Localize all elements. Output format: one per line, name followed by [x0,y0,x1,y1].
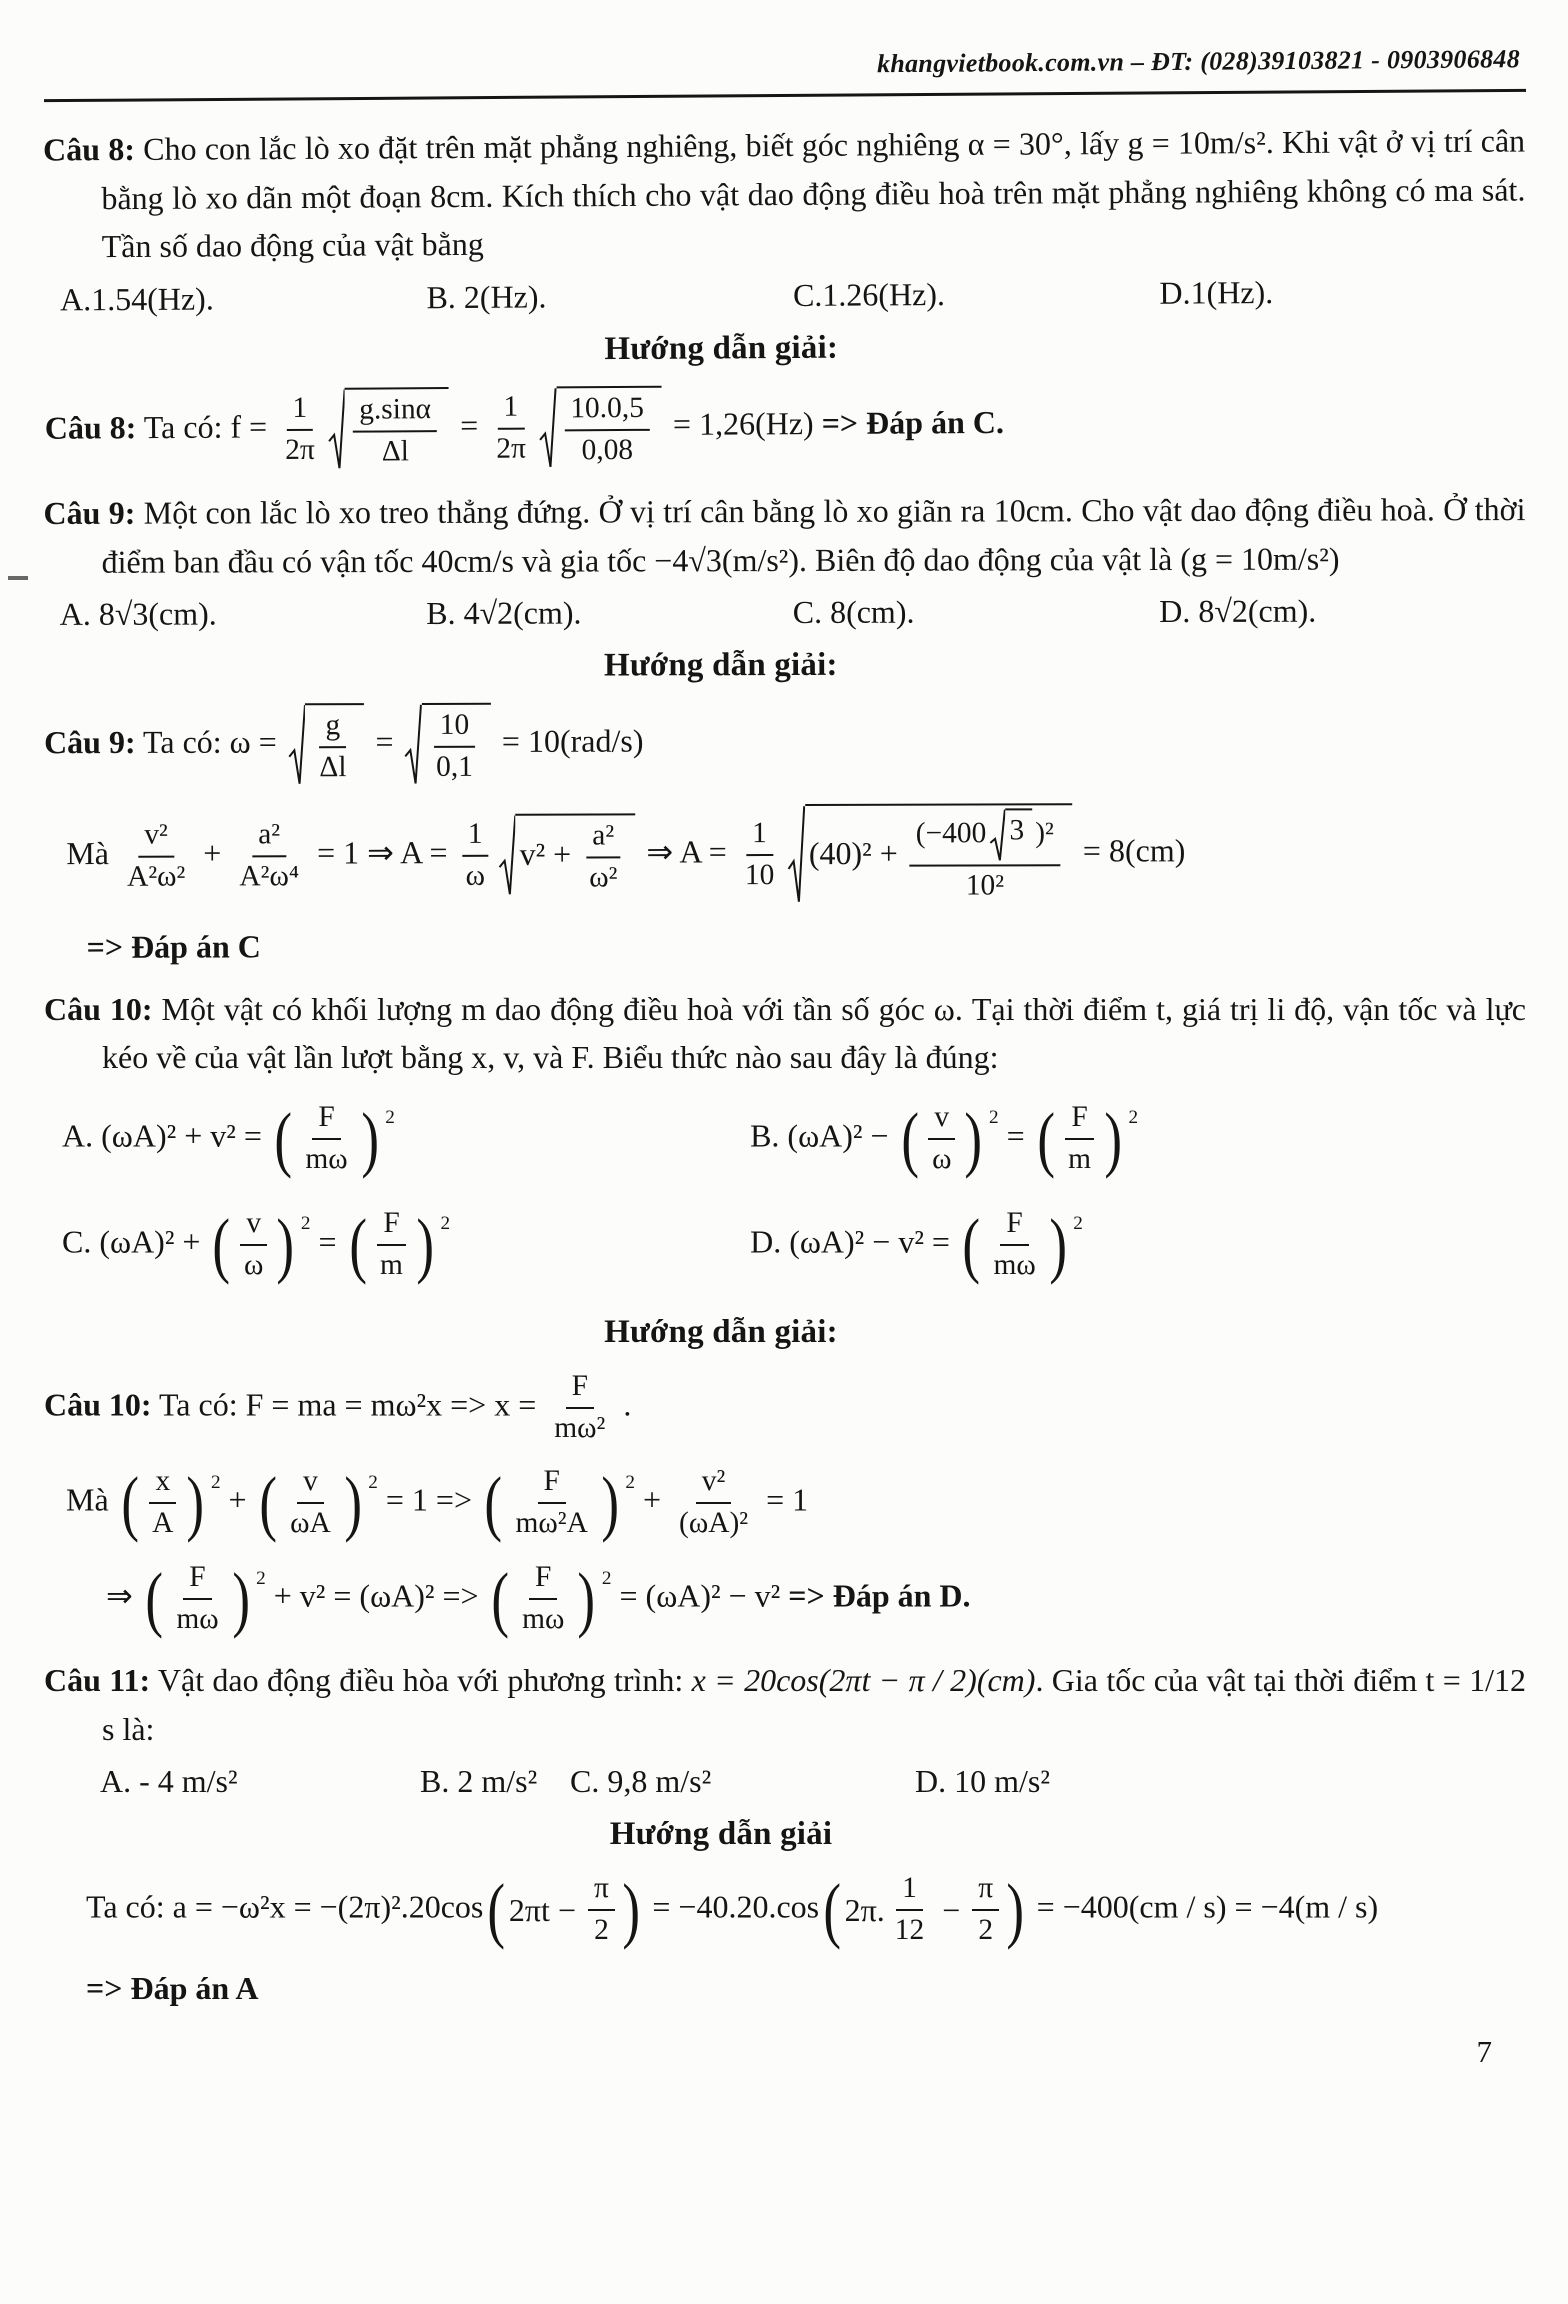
num: π [972,1871,999,1911]
msup: 2 [440,1213,451,1235]
num: F [1000,1206,1028,1246]
bigp: ( [274,1097,292,1179]
rbody: (40)² + (−400 3 )² 10² [805,803,1072,906]
q11-body-post: . Gia tốc của vật tại thời điểm t = 1/12 s là: [102,1662,1527,1747]
fbold: => Đáp án C [86,927,261,965]
den: m [1068,1142,1092,1175]
q9-guide-heading: Hướng dẫn giải: [603,646,838,684]
q10-option-a: A. (ωA)² + v² = ( $\frac{F}{m\omega}$ ) $^2$ [62,1097,395,1179]
frac [889,1871,930,1949]
q10-solution-line-3: ⇒ ( $\frac{F}{m\omega}$ ) $^2$ + v² = (ωA)² => ( $\frac{F}{m\omega}$ ) $^2$ = (ωA)² − v² => Đáp án D. [106,1557,971,1640]
sqrt-radical-icon [989,808,1005,862]
pbody [166,1560,228,1638]
bigp: ( [259,1461,277,1544]
q8-body: Cho con lắc lò xo đặt trên mặt phẳng nghiêng, biết góc nghiêng α = 30°, lấy g = 10m/s². Khi vật ở vị trí cân bằng lò xo dãn một đoạn 8cm. Kích thích cho vật dao động điều hoà trên mặt phẳng nghiêng không có ma sát. Tần số dao động của vật bằng [101,122,1526,265]
bigp: ) [361,1097,379,1179]
bigp: ) [964,1097,983,1179]
pgroup [256,1461,366,1544]
num: a² [252,817,286,857]
bigp: ) [186,1461,205,1544]
msup: 2 [256,1567,266,1589]
fbold: => Đáp án C. [821,403,1005,441]
bigp: ( [823,1868,842,1951]
q11-option-b: B. 2 m/s² [420,1763,538,1800]
frac [459,817,491,895]
pgroup [118,1461,208,1544]
q11-guide-heading: Hướng dẫn giải [609,1816,833,1853]
scan-artifact-mark [8,576,28,580]
num: 1 [746,816,773,856]
bigp: ) [416,1202,435,1285]
fbold: Câu 10: [44,1385,152,1422]
den: 10 [744,858,775,891]
frac [233,817,305,895]
pbody [1058,1100,1101,1178]
q8-solution-formula: Câu 8: Ta có: f = $\frac{1}{2\pi}$ $\frac{g.\sin\alpha}{\Delta l}$ = $\frac{1}{2\pi}$ $\frac{10.0,5}{0,08}$ = 1,26(Hz) => Đáp án C. [45,380,1527,473]
num: F [183,1560,211,1600]
frac [121,817,192,895]
bigp: ) [577,1557,596,1640]
q9-question-text [43,485,1525,586]
num: 10 [434,708,476,748]
q11-option-d: D. 10 m/s² [915,1763,1050,1800]
msup: 2 [601,1567,612,1589]
bigp: ( [1037,1097,1055,1179]
num: 1 [497,389,524,429]
den: mω [522,1603,565,1636]
q10-solution-line-2: Mà ( $\frac{x}{A}$ ) $^2$ + ( $\frac{v}{\omega A}$ ) $^2$ = 1 => ( $\frac{F}{\text{mω²A}}$ ) $^2$ + $\frac{\text{v²}}{\text{(ωA)²}}$ = 1 [66,1461,809,1544]
den: 2π [496,432,527,465]
sqrt [327,387,449,472]
sqrt [989,808,1032,862]
rbody: v² + $\frac{\text{a²}}{\text{ω²}}$ [515,813,635,897]
q9-option-c: C. 8(cm). [792,593,915,630]
num: F [538,1464,566,1504]
q11-equation: x = 20cos(2πt − π / 2)(cm) [691,1662,1036,1699]
pgroup [959,1202,1070,1285]
pbody: 2πt − $\frac{\pi}{2}$ [509,1871,619,1949]
den: 0,1 [436,750,473,783]
q11-label: Câu 11: [44,1662,151,1699]
msup: 2 [210,1471,221,1493]
q8-option-a: A.1.54(Hz). [59,280,214,318]
q11-answer-line [44,1967,1526,2010]
frac [739,816,781,894]
q8-options [44,272,1526,318]
den: mω [993,1248,1036,1281]
den: ω² [589,861,618,894]
num: v² [696,1464,732,1504]
sqrt-radical-icon [404,703,422,787]
q8-guide-heading: Hướng dẫn giải: [604,329,839,367]
frac [238,1206,269,1284]
den: 10² [965,869,1005,902]
rbody [556,386,662,470]
pgroup [898,1097,986,1179]
q10-options [62,1086,1526,1298]
sqrt-radical-icon [327,388,345,472]
den: ω [932,1142,952,1175]
frac [1062,1100,1097,1178]
frac [146,1464,179,1542]
pgroup [481,1461,622,1544]
den: 12 [894,1914,925,1947]
q9-solution-line-1: Câu 9: Ta có: ω = $\frac{g}{\Delta l}$ = $\frac{10}{0,1}$ = 10(rad/s) [44,700,1526,788]
num: π [588,1871,615,1911]
bigp: ) [344,1461,362,1544]
bigp: ( [212,1202,231,1285]
bigp: ) [276,1202,295,1285]
pbody [295,1100,357,1178]
q8-option-d: D.1(Hz). [1159,273,1274,311]
frac [490,389,532,467]
question-9 [43,485,1526,969]
den: (ωA)² [679,1507,749,1540]
num: 1 [896,1871,923,1911]
q11-options [44,1763,1526,1800]
rbody [305,703,364,787]
den: A²ω² [127,860,186,893]
bigp: ( [484,1461,503,1544]
den: 2 [978,1914,994,1947]
den: mω² [554,1411,606,1444]
q10-option-c: C. (ωA)² + ( $\frac{v}{\omega}$ ) $^2$ = ( $\frac{F}{m}$ ) $^2$ [62,1202,451,1285]
pbody [142,1464,183,1542]
sqrt [404,703,491,787]
num: F [1065,1100,1093,1140]
den: 2π [285,433,315,466]
pbody [280,1464,341,1542]
pbody [234,1206,273,1284]
q9-solution-line-2: Mà $\frac{\text{v²}}{\text{A²ω²}}$ + $\frac{\text{a²}}{\text{A²ω⁴}}$ = 1 ⇒ A = $\frac{1}{\omega}$ v² + $\frac{\text{a²}}{\text{ω²}}$ ⇒ A = $\frac{1}{10}$ (40)² + (−400 3 )² 10² = 8(cm) [44,802,1526,908]
q11-option-c: C. 9,8 m/s² [570,1763,712,1800]
q9-options [44,592,1526,633]
num: g [319,708,346,748]
num: F [566,1369,594,1409]
q9-body: Một con lắc lò xo treo thẳng đứng. Ở vị trí cân bằng lò xo giãn ra 10cm. Cho vật dao động điều hoà. Ở thời điểm ban đầu có vận tốc 40cm/s và gia tốc −4√3(m/s²). Biên độ dao động của vật là (g = 10m/s²) [101,490,1526,580]
bigp: ) [232,1557,250,1640]
den: mω [305,1142,348,1175]
frac [548,1369,611,1447]
q9-option-b: B. 4√2(cm). [426,594,582,631]
pgroup [271,1097,382,1179]
msup: 2 [988,1107,999,1129]
frac [583,818,623,896]
den: Δl [319,750,347,784]
pgroup [346,1202,438,1285]
msup: 2 [300,1213,311,1235]
frac [588,1871,615,1949]
fbold: => Đáp án D. [788,1577,971,1614]
question-8 [43,116,1527,473]
bigp: ) [1049,1202,1067,1285]
sqrt-radical-icon [787,804,805,906]
msup: 2 [368,1471,378,1493]
q8-question-text [43,116,1526,271]
sqrt [498,813,636,897]
den: ωA [290,1507,331,1540]
q10-question-text [44,985,1526,1082]
den: mω²A [515,1507,588,1540]
pgroup [820,1868,1028,1951]
num: g.sinα [353,392,437,432]
num: v [297,1464,324,1504]
question-10 [44,985,1526,1638]
q10-label: Câu 10: [44,990,153,1027]
frac [170,1560,224,1638]
page-number: 7 [1476,2034,1492,2069]
rbody [345,387,449,471]
question-11 [44,1656,1526,2010]
sqrt-radical-icon [539,386,557,470]
num: v [928,1100,955,1140]
sqrt-radical-icon [498,813,516,897]
pgroup [209,1202,297,1285]
q11-question-text [44,1656,1526,1753]
frac [987,1206,1041,1284]
num: 10.0,5 [564,391,650,431]
num: a² [586,818,620,858]
num: F [377,1206,405,1246]
q9-answer-line [45,922,1527,969]
pbody [370,1206,413,1284]
q8-option-b: B. 2(Hz). [426,278,547,316]
frac [313,708,352,786]
fbold: => Đáp án A [86,1970,259,2007]
den: A [152,1507,174,1540]
frac [516,1560,570,1638]
num: x [149,1464,176,1504]
bigp: ( [145,1557,163,1640]
q11-body-pre: Vật dao động điều hòa với phương trình: [150,1662,692,1699]
bigp: ) [622,1868,640,1951]
pgroup [488,1557,599,1640]
sqrt [539,386,663,471]
frac [972,1871,999,1949]
q8-label: Câu 8: [42,130,136,168]
bigp: ) [601,1461,619,1544]
frac [374,1206,409,1284]
num: (−400 3 )² [910,808,1060,866]
pbody [506,1464,598,1542]
msup: 2 [385,1107,395,1129]
frac [926,1100,957,1178]
den: 2 [594,1914,609,1947]
pbody [512,1560,574,1638]
frac [284,1464,337,1542]
bigp: ( [900,1097,919,1179]
frac [910,808,1060,904]
bigp: ( [487,1868,506,1951]
pbody: 2π. $\frac{1}{12}$ − $\frac{\pi}{2}$ [845,1871,1004,1949]
pgroup [1034,1097,1126,1179]
rbody [422,703,491,787]
msup: 2 [1128,1107,1139,1129]
q10-option-b: B. (ωA)² − ( $\frac{v}{\omega}$ ) $^2$ = ( $\frac{F}{m}$ ) $^2$ [750,1097,1139,1179]
pgroup [142,1557,253,1640]
den: mω [176,1603,219,1636]
bigp: ( [491,1557,509,1640]
sqrt-radical-icon [288,703,306,787]
den: A²ω⁴ [239,859,300,893]
fbold: Câu 8: [44,409,137,446]
q9-label: Câu 9: [43,494,136,531]
num: 1 [286,391,313,431]
frac [673,1464,754,1542]
msup: 2 [625,1471,635,1493]
frac [564,391,650,469]
frac [353,392,437,470]
q10-option-d: D. (ωA)² − v² = ( $\frac{F}{m\omega}$ ) $^2$ [750,1202,1083,1285]
sqrt [787,803,1072,906]
bigp: ( [121,1461,139,1544]
q9-option-d: D. 8√2(cm). [1159,592,1317,629]
frac [299,1100,353,1178]
bigp: ) [1006,1868,1025,1951]
msup: 2 [1073,1213,1083,1235]
pbody [922,1100,961,1178]
pbody [983,1206,1045,1284]
pgroup [484,1868,643,1951]
rbody: 3 [1005,808,1032,862]
frac [510,1464,594,1542]
page-header: khangvietbook.com.vn – ĐT: (028)39103821 - 0903906848 [876,44,1521,79]
num: v [240,1206,267,1246]
num: v² [138,817,174,857]
header-rule [44,89,1526,102]
den: 0,08 [581,433,634,467]
num: 1 [462,817,489,857]
den: Δl [381,435,410,468]
num: F [529,1560,557,1600]
num: F [312,1100,340,1140]
q11-solution-formula: Ta có: a = −ω²x = −(2π)².20cos ( 2πt − $\frac{\pi}{2}$ ) = −40.20.cos ( 2π. $\frac{1}{12}$ − $\frac{\pi}{2}$ ) = −400(cm / s) = −4(m / s) [86,1868,1379,1951]
q10-body: Một vật có khối lượng m dao động điều hoà với tần số góc ω. Tại thời điểm t, giá trị li độ, vận tốc và lực kéo về của vật lần lượt bằng x, v, và F. Biểu thức nào sau đây là đúng: [102,990,1527,1076]
bigp: ( [348,1202,367,1285]
q10-guide-heading: Hướng dẫn giải: [604,1313,838,1350]
den: ω [465,859,486,892]
frac [279,391,321,469]
den: m [380,1248,403,1281]
bigp: ) [1104,1097,1123,1179]
fbold: Câu 9: [43,723,136,761]
frac [430,708,479,786]
den: ω [243,1248,264,1281]
bigp: ( [962,1202,981,1285]
q10-solution-line-1: Câu 10: Ta có: F = ma = mω²x => x = $\frac{F}{\text{mω²}}$ . [44,1369,1526,1447]
q8-option-c: C.1.26(Hz). [792,275,946,313]
q9-option-a: A. 8√3(cm). [59,595,217,632]
q11-option-a: A. - 4 m/s² [100,1763,238,1800]
sqrt [288,703,365,787]
